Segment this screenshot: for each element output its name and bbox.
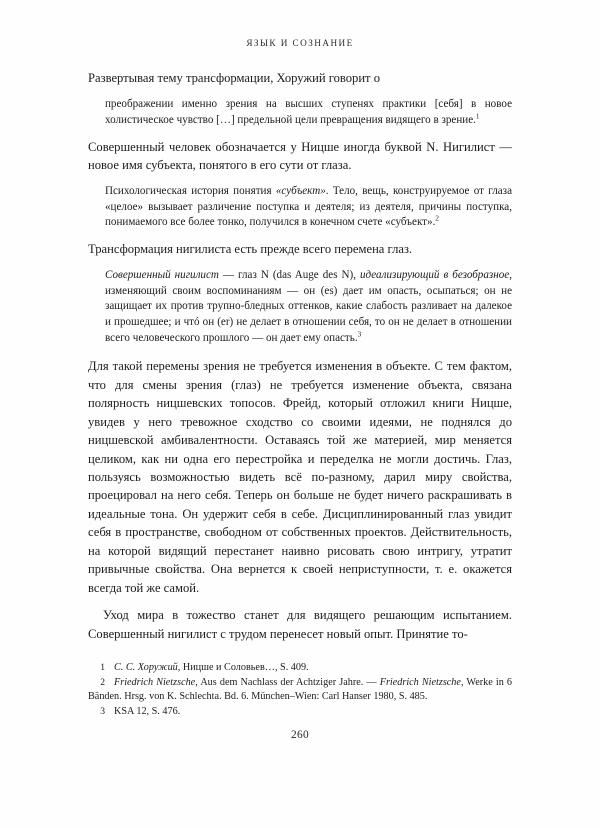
footnote-text-secondary: , Werke in 6 Bänden. Hrsg. von K. Schlechta. Bd. 6. München–Wien: Carl Hanser 1980, S. 485. <box>88 676 512 703</box>
blockquote-3-text-a: — глаз N (das Auge des N), <box>218 269 360 282</box>
footnote-body <box>114 662 309 673</box>
footnotes-section <box>88 661 512 720</box>
footnote-text: , Ницше и Соловьев…, S. 409. <box>177 662 309 673</box>
footnote-author-secondary: Friedrich Nietzsche <box>379 676 461 688</box>
footnote-body <box>88 677 512 702</box>
blockquote-2 <box>105 184 512 231</box>
blockquote-2-text-a: Психологическая история понятия <box>105 185 276 198</box>
paragraph-5-text: Уход мира в тожество станет для видящего решающим испытанием. Совершенный нигилист с трудом перенесет новый опыт. Принятие то- <box>88 608 512 641</box>
blockquote-3-emphasis-2: идеализирующий в безобразное <box>359 269 510 282</box>
paragraph-5 <box>88 606 512 643</box>
footnote-number: 1 <box>100 662 105 673</box>
paragraph-2-text: Совершенный человек обозначается у Ницше иногда буквой N. Нигилист — новое имя субъекта, понятого в его сути от глаза. <box>88 139 512 173</box>
footnote-item <box>88 661 512 675</box>
page-content <box>88 38 512 643</box>
footnote-item <box>88 705 512 719</box>
footnote-body <box>114 706 180 717</box>
paragraph-intro-text: Развертывая тему трансформации, Хоружий говорит о <box>88 71 381 85</box>
blockquote-2-emphasis: «субъект» <box>275 185 326 198</box>
blockquote-3-text-b: , изменяющий своим воспоминаниям — он (es) дает им опасть, осыпаться; он не защищает их против трупно-бледных оттенков, какие слабость разливает на далекое и прошедшее; и чтó он (er) не делает в отношении себя, то он не делает в отношении всего человеческого прошлого — он дает ему опасть. <box>105 269 512 344</box>
paragraph-intro <box>88 69 512 87</box>
footnote-author: С. С. Хоружий <box>114 662 178 673</box>
footnote-author: Friedrich Nietzsche <box>114 676 196 688</box>
paragraph-4 <box>88 357 512 597</box>
blockquote-1 <box>105 97 512 128</box>
running-head: ЯЗЫК И СОЗНАНИЕ <box>246 38 354 48</box>
footnote-ref-2[interactable]: 2 <box>435 214 439 223</box>
footnote-number: 2 <box>100 676 105 688</box>
blockquote-3-emphasis-1: Совершенный нигилист <box>105 269 219 282</box>
footnote-number: 3 <box>100 706 105 718</box>
paragraph-3 <box>88 240 512 258</box>
paragraph-2 <box>88 138 512 175</box>
blockquote-2-text-b: . Тело, вещь, конструируемое от глаза «целое» вызывает различение поступка и деятеля; из деятеля, причины поступка, понимаемого все более тонко, получился в конечном счете «субъект». <box>105 185 512 229</box>
footnote-item <box>88 676 512 705</box>
footnote-ref-1[interactable]: 1 <box>475 111 480 120</box>
footnote-text: KSA 12, S. 476. <box>114 706 181 718</box>
blockquote-3 <box>105 268 512 346</box>
paragraph-3-text: Трансформация нигилиста есть прежде всего перемена глаз. <box>88 242 413 257</box>
page-number: 260 <box>291 729 309 741</box>
blockquote-1-text: преображении именно зрения на высших ступенях практики [себя] в новое холистическое чувство […] предельной цели превращения видящего в зрение. <box>105 97 512 126</box>
footnote-ref-3[interactable]: 3 <box>357 329 362 338</box>
paragraph-4-text: Для такой перемены зрения не требуется изменения в объекте. С тем фактом, что для смены зрения (глаз) не требуется изменение объекта, связана полярность ницшевских топосов. Фрейд, который отложил книги Ницше, увидев у него тревожное сходство со своими идеями, не поднялся до ницшевской амбивалентности. Оставаясь той же материей, мир меняется целиком, как ни одна его перестройка и переделка не могли достичь. Глаз, пользуясь возможностью видеть всё по-разному, дарил миру свойства, проецировал на него себя. Теперь он больше не будет ничего раскрашивать в идеальные тона. Он удержит себя в себе. Дисциплинированный глаз увидит себя в пространстве, свободном от собственных проектов. Действительность, на которой видящий перестанет наивно рисовать свою интригу, утратит привычные свойства. Она вернется к своей неприступности, т. е. окажется всегда той же самой. <box>88 359 512 595</box>
footnote-text: , Aus dem Nachlass der Achtziger Jahre. — <box>195 676 380 688</box>
